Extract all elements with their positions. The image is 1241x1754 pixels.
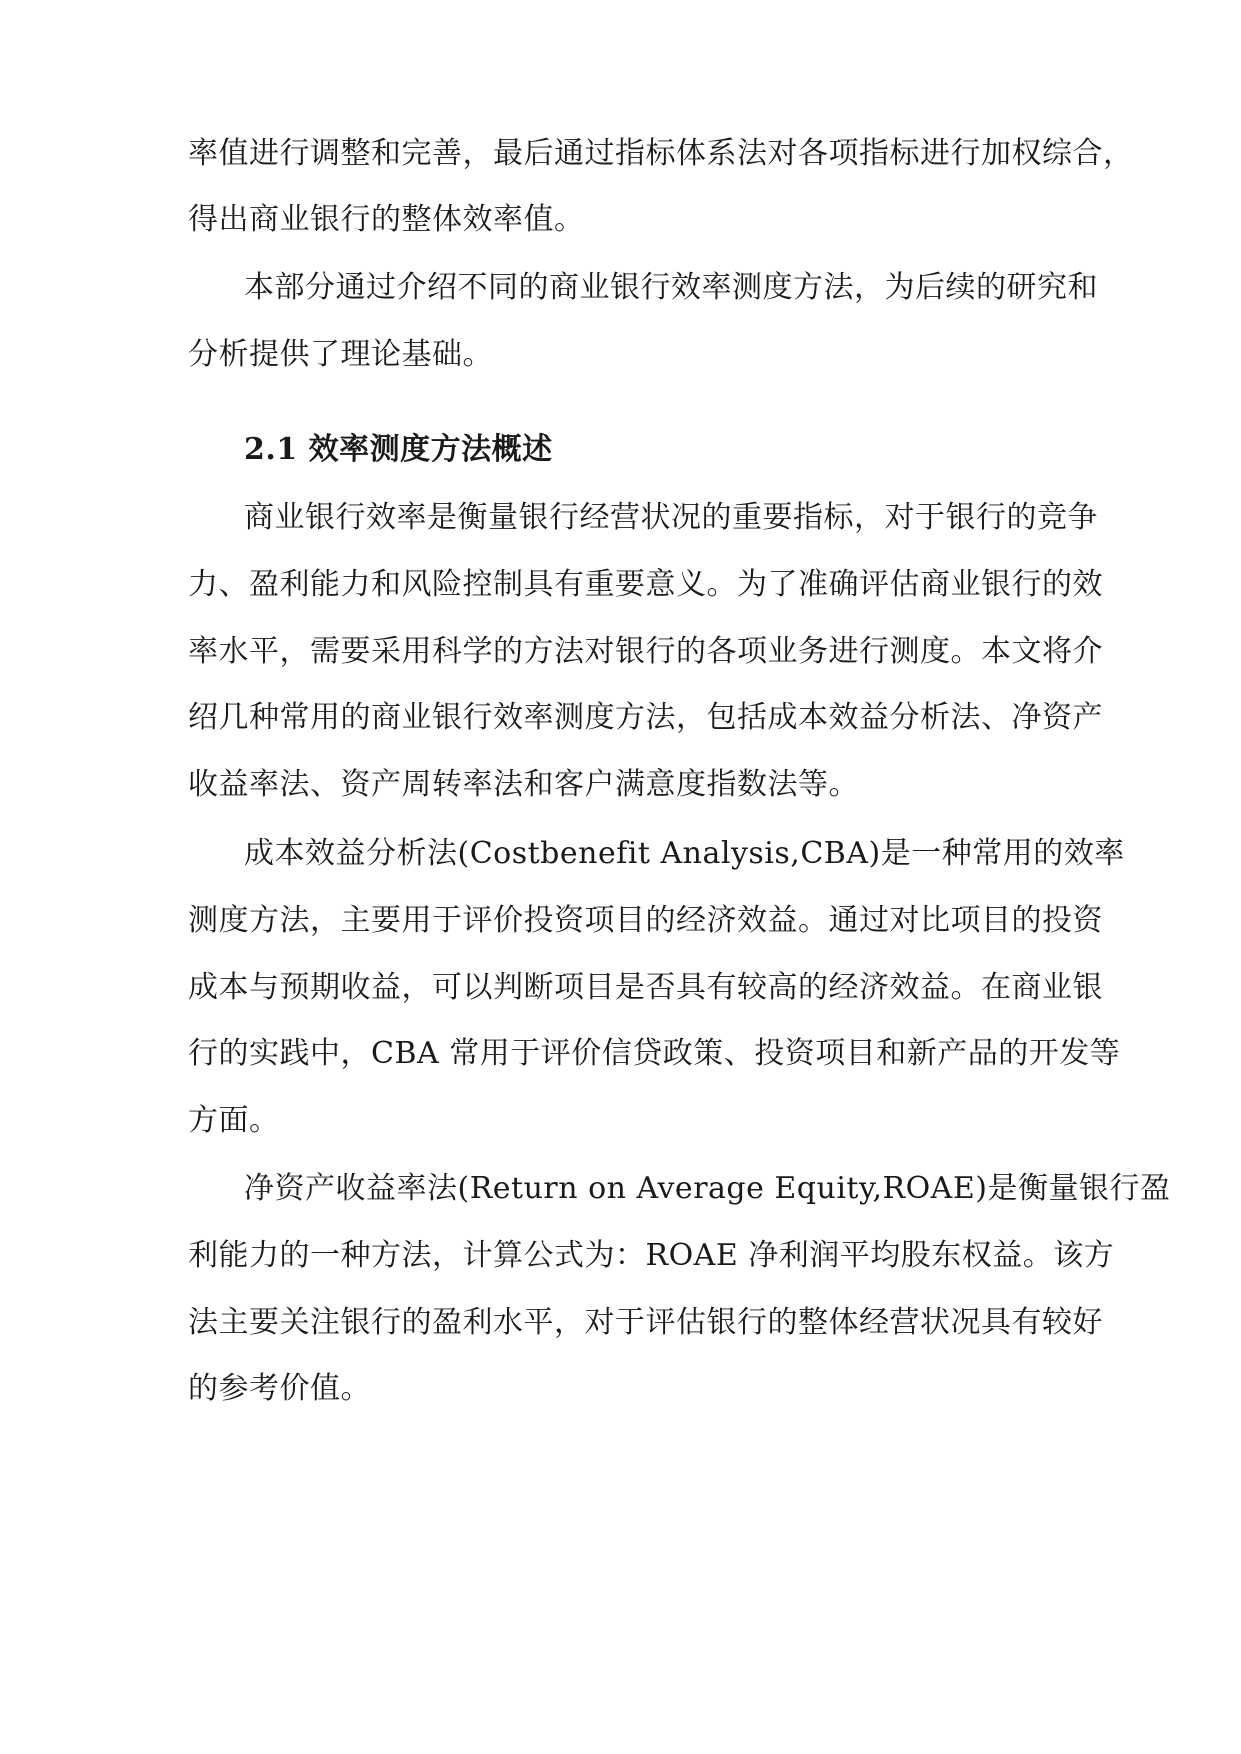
paragraph-line: 力、盈利能力和风险控制具有重要意义。为了准确评估商业银行的效 <box>188 567 1103 602</box>
paragraph-line: 分析提供了理论基础。 <box>188 337 493 372</box>
paragraph-line: 率水平，需要采用科学的方法对银行的各项业务进行测度。本文将介 <box>188 634 1103 669</box>
paragraph-line: 得出商业银行的整体效率值。 <box>188 202 585 237</box>
paragraph-line: 成本与预期收益，可以判断项目是否具有较高的经济效益。在商业银 <box>188 970 1103 1005</box>
paragraph-line: 收益率法、资产周转率法和客户满意度指数法等。 <box>188 767 859 802</box>
paragraph-line: 净资产收益率法(Return on Average Equity,ROAE)是衡量银行盈 <box>244 1171 1171 1206</box>
paragraph-line: 绍几种常用的商业银行效率测度方法，包括成本效益分析法、净资产 <box>188 700 1103 735</box>
paragraph-line: 测度方法，主要用于评价投资项目的经济效益。通过对比项目的投资 <box>188 903 1103 938</box>
paragraph-line: 商业银行效率是衡量银行经营状况的重要指标，对于银行的竞争 <box>244 500 1098 535</box>
section-heading: 2.1 效率测度方法概述 <box>244 432 553 467</box>
paragraph-line: 利能力的一种方法，计算公式为：ROAE 净利润平均股东权益。该方 <box>188 1238 1115 1273</box>
paragraph-line: 行的实践中，CBA 常用于评价信贷政策、投资项目和新产品的开发等 <box>188 1036 1121 1071</box>
paragraph-line: 的参考价值。 <box>188 1371 371 1406</box>
paragraph-line: 法主要关注银行的盈利水平，对于评估银行的整体经营状况具有较好 <box>188 1305 1103 1340</box>
paragraph-line: 本部分通过介绍不同的商业银行效率测度方法，为后续的研究和 <box>244 270 1098 305</box>
paragraph-line: 成本效益分析法(Costbenefit Analysis,CBA)是一种常用的效率 <box>244 836 1125 871</box>
paragraph-line: 方面。 <box>188 1103 280 1138</box>
paragraph-line: 率值进行调整和完善，最后通过指标体系法对各项指标进行加权综合， <box>188 136 1134 171</box>
